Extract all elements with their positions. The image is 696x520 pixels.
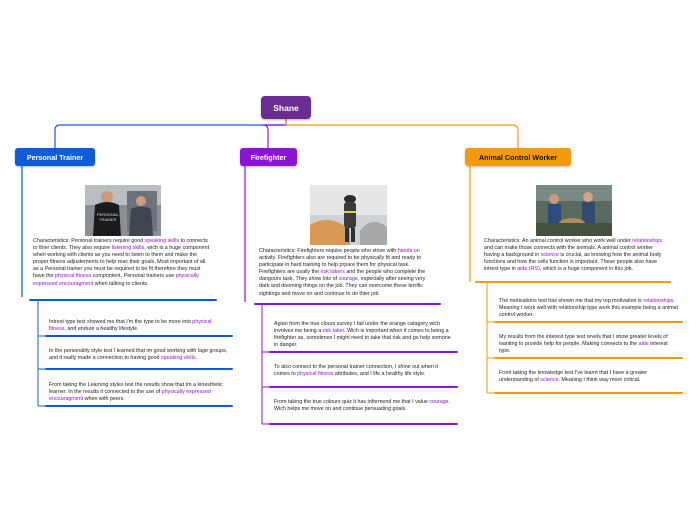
branch-animal-control-worker[interactable] — [465, 148, 571, 166]
text-segment: My results from the interest type test revels that I show greater levels of wanting to provide help for people. Making connects to the — [499, 334, 668, 348]
photo-shirt-text: PERSONAL — [97, 212, 119, 217]
text-segment: and can make those connects with the animals. A animal control worker having a background in — [484, 245, 654, 259]
firefighter-photo — [310, 185, 387, 245]
keyword-highlight: physical fitness — [297, 371, 334, 378]
root-node[interactable] — [261, 96, 311, 119]
branch-label: Firefighter — [250, 152, 287, 162]
trainer-sub-1 — [49, 319, 229, 333]
text-segment: interest type. — [499, 341, 668, 355]
firefighter-characteristics-text — [259, 248, 437, 298]
keyword-highlight: speaking skills — [161, 355, 196, 362]
text-segment: Characteristics: Personal trainers require good — [33, 238, 145, 244]
animal-sub-1 — [499, 298, 679, 319]
trainer-characteristics-text — [33, 238, 211, 288]
text-segment: The motivations test has shown me that my top motivation is — [499, 298, 644, 304]
keyword-highlight: courage — [338, 276, 358, 283]
text-segment: In the personality style test I learned that im good working with lage groups, and it really made a connection to having good — [49, 348, 228, 362]
connector-root-animal — [286, 119, 518, 148]
text-segment: is crucial, as knowing how the animal body functions and how the cells function is important. These people also have intrest type in — [484, 252, 662, 273]
text-segment: . Meaning I work well with relationship type work this example being a animal control worker. — [499, 298, 678, 319]
animal-sub-2 — [499, 334, 679, 355]
keyword-highlight: science — [540, 377, 559, 384]
text-segment: Agian from the true clours survey I fall under the orange catagory wich involves me being a — [274, 321, 441, 335]
text-segment: From taking the Learning styles test the results show that Im a kinesthetic learner. In the results it connected to the use of — [49, 382, 223, 396]
text-segment: . Wich helps me move on and continue persuading goals. — [274, 399, 451, 413]
keyword-highlight: hands on — [397, 248, 420, 254]
text-segment: and the people who complete the dangours task. They show lots of — [259, 269, 426, 283]
keyword-highlight: risk taker — [322, 328, 345, 335]
text-segment: attributes, and I life a healthy life style. — [333, 371, 426, 378]
keyword-highlight: physically expressed encouragment — [49, 389, 211, 403]
branch-label: Animal Control Worker — [478, 152, 558, 162]
keyword-highlight: risk takers — [320, 269, 345, 276]
text-segment: . Wich is important when it comes to being a firefighter as, sometimes I might need to take that risk and go help somone in danger. — [274, 328, 451, 349]
keyword-highlight: physically expressed encouragment — [33, 273, 199, 287]
keyword-highlight: listening skills — [111, 245, 145, 252]
firefighter-sub-3 — [274, 399, 454, 413]
text-segment: Characteristics: Firefighters require people who strive with — [259, 248, 398, 254]
trainer-sub-2 — [49, 348, 229, 362]
animal-sub-3 — [499, 370, 679, 384]
branch-firefighter[interactable] — [240, 148, 297, 166]
text-segment: From taking the true colours quiz it has informend me that I value — [274, 399, 430, 405]
branch-personal-trainer[interactable] — [15, 148, 95, 166]
root-label: Shane — [273, 102, 299, 113]
svg-text:TRAINER: TRAINER — [99, 217, 117, 222]
trainer-sub-3 — [49, 382, 229, 403]
connector-root-trainer — [55, 119, 286, 148]
personal-trainer-photo — [85, 185, 161, 236]
animal-control-photo — [536, 185, 612, 236]
keyword-highlight: physical fitness — [49, 319, 212, 333]
text-segment: compontent. Personal trainers use — [91, 273, 176, 280]
text-segment: . — [195, 355, 197, 362]
text-segment: From taking the knowledge test I've learnt that I have a greater understanding of — [499, 370, 648, 384]
text-segment: . Meaning I think way more critical. — [558, 377, 641, 384]
text-segment: Characteristics: An animal control worker who work well under — [484, 238, 633, 244]
text-segment: , wich is a huge component when working with clients as you need to listen to them and make the proper fitness adjustements to help reac their goals. Most important of all as a Personal trainer you must be required to be fit therefore they must have the — [33, 245, 210, 280]
keyword-highlight: physical fitness — [55, 273, 92, 280]
branch-label: Personal Trainer — [26, 152, 84, 162]
text-segment: activity. Firefighters also are required to be physically fit and ready to participate in hard training to help prpare them for physical task. Firefighters are usally the — [259, 255, 422, 276]
keyword-highlight: relationships — [632, 238, 663, 244]
keyword-highlight: aide (RS) — [517, 266, 540, 273]
keyword-highlight: courage — [429, 399, 449, 405]
text-segment: , and endure a healthy lifestyle. — [64, 326, 139, 333]
keyword-highlight: speaking skills — [144, 238, 180, 244]
firefighter-sub-1 — [274, 321, 454, 349]
animal-characteristics-text — [484, 238, 666, 273]
text-segment: To also connect to the personal trainer connection, I shine out when it comes to — [274, 364, 438, 378]
keyword-highlight: relationships — [643, 298, 674, 304]
text-segment: , especially after seeing very dark and dooming things on the job. They can overcome these terrific sightings and move on and continue to do thier job. — [259, 276, 426, 297]
text-segment: when with peers. — [83, 396, 125, 403]
text-segment: , which is a huge component in this job. — [539, 266, 634, 273]
text-segment: Intrest type test showed me that I'm the type to be more into — [49, 319, 193, 325]
firefighter-sub-2 — [274, 364, 454, 378]
text-segment: to connects to thier clients. They also require — [33, 238, 208, 252]
keyword-highlight: science — [540, 252, 559, 259]
keyword-highlight: aide — [638, 341, 649, 348]
connector-root-firefighter — [263, 119, 286, 148]
text-segment: when talking to clients. — [93, 280, 149, 287]
